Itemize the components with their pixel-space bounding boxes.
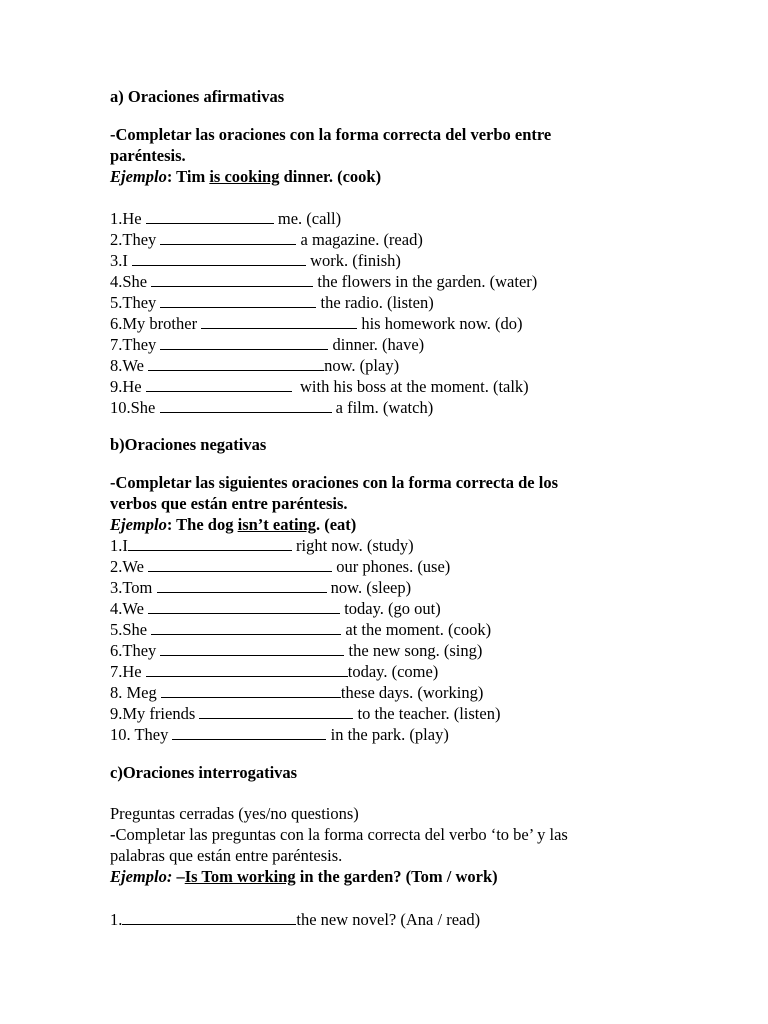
answer-blank[interactable] [128,536,292,551]
list-item [110,376,670,397]
example-prefix: : The dog [166,515,238,534]
answer-blank[interactable] [148,356,324,371]
list-item [110,661,670,682]
item-prefix: 2.They [110,230,161,249]
item-prefix: 1. [110,910,123,929]
example-label: Ejemplo [110,167,167,186]
item-prefix: 9.He [110,377,146,396]
section-c-instruction-line-2: palabras que están entre paréntesis. [110,846,343,865]
list-item [110,229,670,250]
item-prefix: 10.She [110,398,160,417]
section-c-instruction-line-1 [110,824,670,845]
answer-blank[interactable] [122,910,296,925]
section-a-items [110,208,670,418]
answer-blank[interactable] [160,230,296,245]
list-item [110,619,670,640]
item-suffix: his homework now. (do) [357,314,523,333]
item-suffix: today. (come) [347,662,439,681]
section-c-example [110,866,670,887]
answer-blank[interactable] [157,578,327,593]
item-suffix: me. (call) [273,209,342,228]
example-suffix: . (eat) [315,515,357,534]
list-item [110,598,670,619]
section-a-instruction-line-1: -Completar las oraciones con la forma correcta del verbo entre [110,125,552,144]
item-suffix: work. (finish) [306,251,401,270]
answer-blank[interactable] [160,335,328,350]
item-suffix: the new song. (sing) [344,641,483,660]
example-suffix: dinner. (cook) [279,167,382,186]
section-b-items [110,535,670,745]
list-item [110,909,670,930]
section-a-instructions [110,124,670,187]
section-c-title: c)Oraciones interrogativas [110,763,298,782]
section-c-subtitle: Preguntas cerradas (yes/no questions) [110,804,359,823]
item-suffix: the new novel? (Ana / read) [296,910,481,929]
list-item [110,250,670,271]
item-prefix: 3.Tom [110,578,157,597]
list-item [110,640,670,661]
example-answer: is cooking [209,167,280,186]
item-prefix: 1.He [110,209,146,228]
list-item [110,292,670,313]
item-suffix: right now. (study) [291,536,414,555]
item-prefix: 5.They [110,293,161,312]
list-item [110,208,670,229]
item-suffix: in the park. (play) [326,725,449,744]
section-b-instruction-line-1: -Completar las siguientes oraciones con la forma correcta de los [110,473,559,492]
item-prefix: 6.My brother [110,314,202,333]
item-suffix: the flowers in the garden. (water) [313,272,538,291]
answer-blank[interactable] [146,209,274,224]
list-item [110,556,670,577]
item-prefix: 8.We [110,356,149,375]
answer-blank[interactable] [161,683,341,698]
item-suffix: with his boss at the moment. (talk) [291,377,529,396]
answer-blank[interactable] [201,314,357,329]
item-suffix: a magazine. (read) [296,230,423,249]
item-prefix: 3.I [110,251,132,270]
list-item [110,397,670,418]
section-b-instruction-line-2: verbos que están entre paréntesis. [110,494,348,513]
item-suffix: today. (go out) [340,599,441,618]
instruction-text: Completar las preguntas con la forma correcta del verbo ‘to be’ y las [115,825,568,844]
list-item [110,271,670,292]
list-item [110,535,670,556]
answer-blank[interactable] [148,599,340,614]
item-suffix: these days. (working) [340,683,484,702]
list-item [110,682,670,703]
example-label: Ejemplo [110,515,167,534]
example-prefix: – [172,867,185,886]
section-a-example [110,166,670,187]
answer-blank[interactable] [160,398,332,413]
item-suffix: our phones. (use) [332,557,451,576]
instruction-dash: - [110,825,116,844]
example-answer: Is Tom working [184,867,296,886]
answer-blank[interactable] [146,662,348,677]
item-suffix: now. (play) [324,356,400,375]
item-suffix: dinner. (have) [328,335,425,354]
item-suffix: the radio. (listen) [316,293,434,312]
section-c-instructions [110,803,670,887]
example-label: Ejemplo: [110,867,173,886]
section-c-items [110,909,670,930]
list-item [110,334,670,355]
section-a [110,86,670,107]
item-prefix: 7.He [110,662,146,681]
answer-blank[interactable] [151,620,341,635]
item-suffix: to the teacher. (listen) [353,704,501,723]
section-b-title: b)Oraciones negativas [110,435,267,454]
item-prefix: 1.I [110,536,128,555]
answer-blank[interactable] [132,251,306,266]
answer-blank[interactable] [172,725,326,740]
item-prefix: 4.She [110,272,152,291]
section-c [110,762,670,783]
example-suffix: in the garden? (Tom / work) [295,867,498,886]
item-prefix: 7.They [110,335,161,354]
item-suffix: at the moment. (cook) [341,620,492,639]
item-prefix: 9.My friends [110,704,200,723]
answer-blank[interactable] [160,293,316,308]
list-item [110,724,670,745]
example-answer: isn’t eating [237,515,316,534]
answer-blank[interactable] [146,377,292,392]
list-item [110,703,670,724]
item-prefix: 5.She [110,620,152,639]
answer-blank[interactable] [199,704,353,719]
item-prefix: 8. Meg [110,683,161,702]
list-item [110,355,670,376]
example-prefix: : Tim [166,167,210,186]
answer-blank[interactable] [160,641,344,656]
item-prefix: 6.They [110,641,161,660]
answer-blank[interactable] [148,557,332,572]
section-a-instruction-line-2: paréntesis. [110,146,186,165]
section-b [110,434,670,455]
item-prefix: 2.We [110,557,149,576]
section-b-instructions [110,472,670,535]
item-suffix: a film. (watch) [331,398,434,417]
item-prefix: 4.We [110,599,149,618]
item-suffix: now. (sleep) [326,578,412,597]
item-prefix: 10. They [110,725,173,744]
list-item [110,313,670,334]
list-item [110,577,670,598]
section-b-example [110,514,670,535]
answer-blank[interactable] [151,272,313,287]
section-a-title: a) Oraciones afirmativas [110,87,285,106]
